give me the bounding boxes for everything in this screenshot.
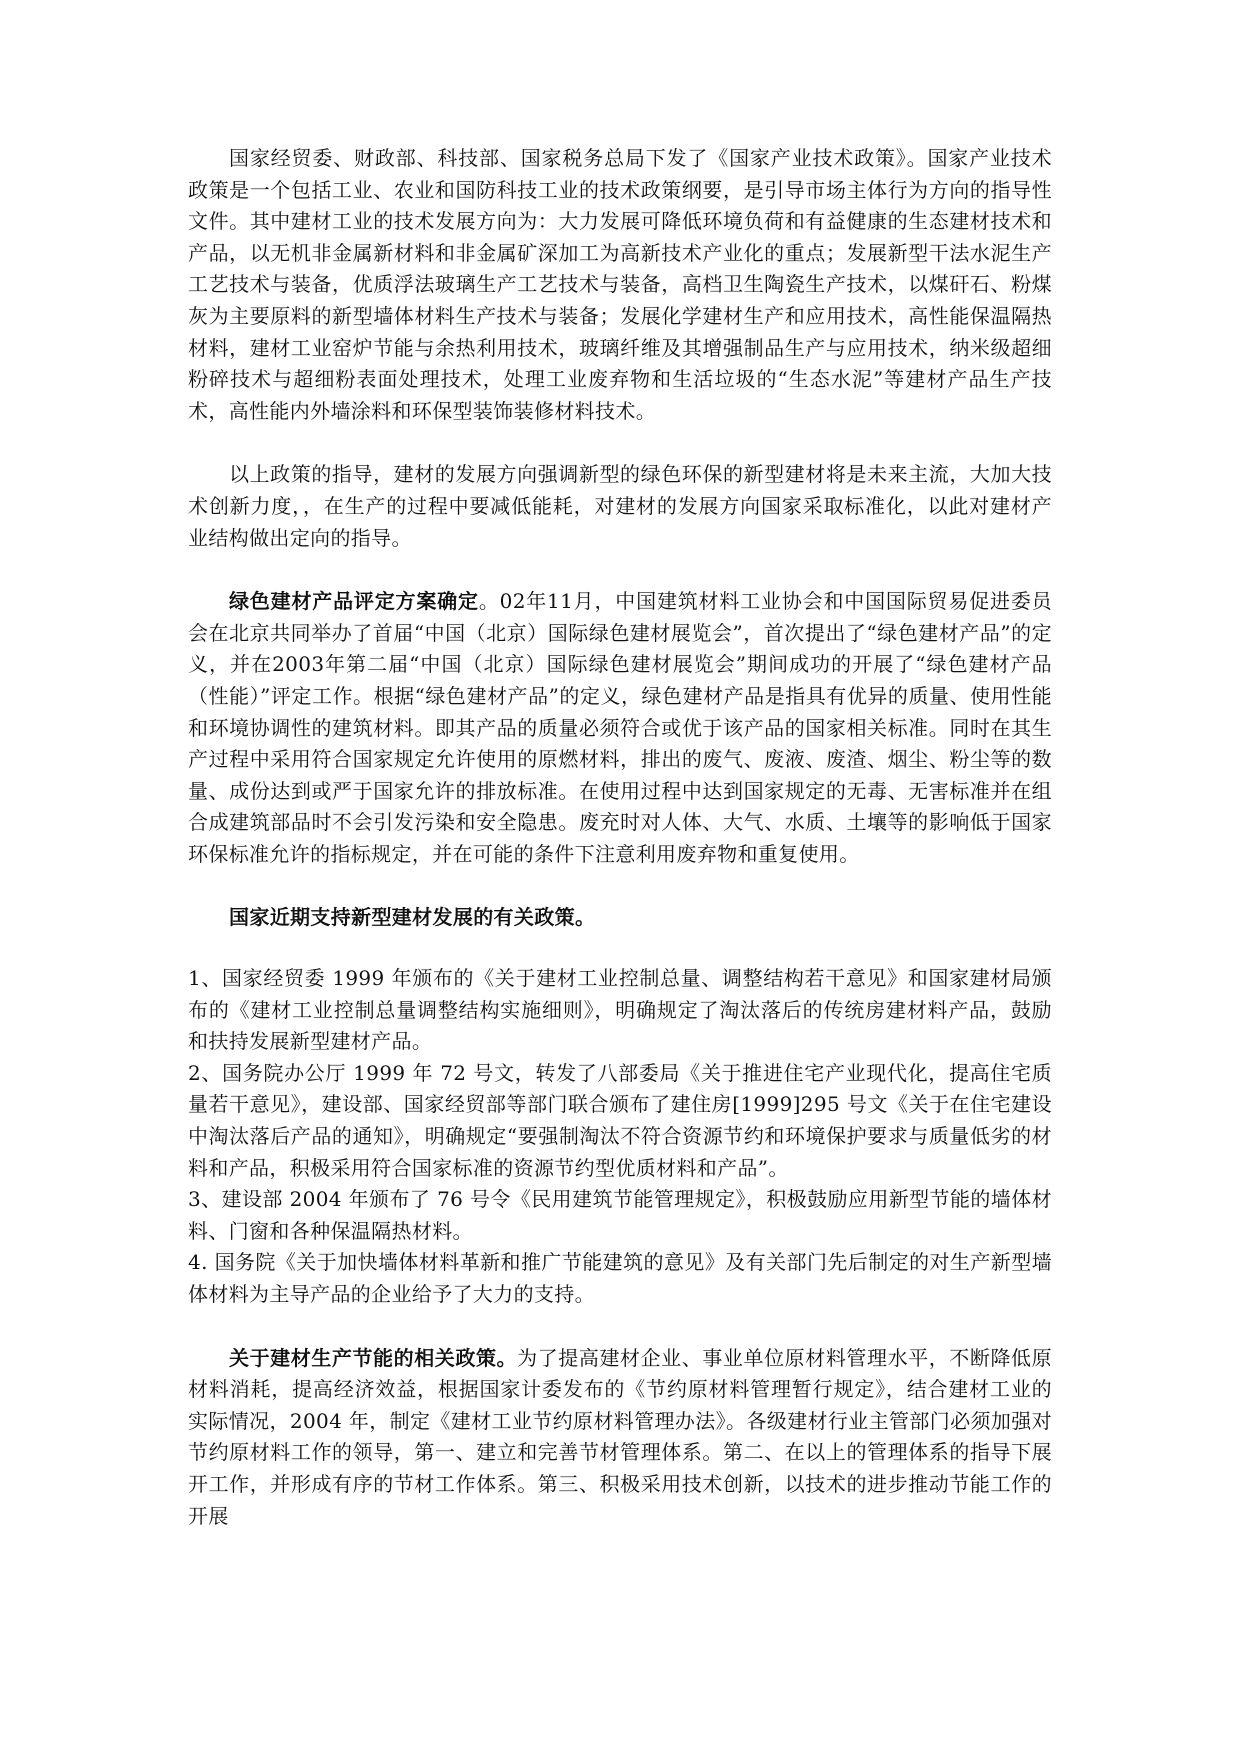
energy-saving-heading: 关于建材生产节能的相关政策。 — [229, 1345, 518, 1370]
green-materials-heading: 绿色建材产品评定方案确定 — [229, 589, 479, 614]
policy-list-item: 4. 国务院《关于加快墙体材料革新和推广节能建筑的意见》及有关部门先后制定的对生产新型墙体材料为主导产品的企业给予了大力的支持。 — [188, 1250, 1052, 1306]
paragraph-spacer — [188, 427, 1052, 459]
paragraph-green-materials — [188, 586, 1052, 870]
policy-list-item: 3、建设部 2004 年颁布了 76 号令《民用建筑节能管理规定》，积极鼓励应用新型节能的墙体材料、门窗和各种保温隔热材料。 — [188, 1187, 1052, 1243]
paragraph-spacer — [188, 870, 1052, 902]
paragraph-policy-guidance: 以上政策的指导，建材的发展方向强调新型的绿色环保的新型建材将是未来主流，大加大技术创新力度，，在生产的过程中要减低能耗，对建材的发展方向国家采取标准化，以此对建材产业结构做出定向的指导。 — [188, 462, 1052, 550]
paragraph-spacer — [188, 1311, 1052, 1343]
policy-list-item: 1、国家经贸委 1999 年颁布的《关于建材工业控制总量、调整结构若干意见》和国家建材局颁布的《建材工业控制总量调整结构实施细则》，明确规定了淘汰落后的传统房建材料产品，鼓励和扶持发展新型建材产品。 — [188, 966, 1052, 1054]
energy-saving-body: 为了提高建材企业、事业单位原材料管理水平，不断降低原材料消耗，提高经济效益，根据国家计委发布的《节约原材料管理暂行规定》，结合建材工业的实际情况，2004 年，制定《建材工业节约原材料管理办法》。各级建材行业主管部门必须加强对节约原材料工作的领导，第一、建立和完善节材管理体系。第二、在以上的管理体系的指导下展开工作，并形成有序的节材工作体系。第三、积极采用技术创新，以技术的进步推动节能工作的开展 — [188, 1345, 1052, 1528]
document-page — [188, 143, 1052, 1532]
green-materials-body: 。02年11月，中国建筑材料工业协会和中国国际贸易促进委员会在北京共同举办了首届“中国（北京）国际绿色建材展览会”，首次提出了“绿色建材产品”的定义，并在2003年第二届“中国（北京）国际绿色建材展览会”期间成功的开展了“绿色建材产品（性能）”评定工作。根据“绿色建材产品”的定义，绿色建材产品是指具有优异的质量、使用性能和环境协调性的建筑材料。即其产品的质量必须符合或优于该产品的国家相关标准。同时在其生产过程中采用符合国家规定允许使用的原燃材料，排出的废气、废液、废渣、烟尘、粉尘等的数量、成份达到或严于国家允许的排放标准。在使用过程中达到国家规定的无毒、无害标准并在组合成建筑部品时不会引发污染和安全隐患。废充时对人体、大气、水质、土壤等的影响低于国家环保标准允许的指标规定，并在可能的条件下注意利用废弃物和重复使用。 — [188, 589, 1052, 866]
paragraph-energy-saving — [188, 1343, 1052, 1533]
policy-list-item: 2、国务院办公厅 1999 年 72 号文，转发了八部委局《关于推进住宅产业现代化，提高住宅质量若干意见》，建设部、国家经贸部等部门联合颁布了建住房[1999]295 号文《关于在住宅建设中淘汰落后产品的通知》，明确规定“要强制淘汰不符合资源节约和环境保护要求与质量低劣的材料和产品，积极采用符合国家标准的资源节约型优质材料和产品”。 — [188, 1060, 1052, 1180]
recent-policies-heading: 国家近期支持新型建材发展的有关政策。 — [229, 905, 596, 930]
paragraph-spacer — [188, 554, 1052, 586]
paragraph-spacer — [188, 934, 1052, 963]
paragraph-industry-policy: 国家经贸委、财政部、科技部、国家税务总局下发了《国家产业技术政策》。国家产业技术政策是一个包括工业、农业和国防科技工业的技术政策纲要，是引导市场主体行为方向的指导性文件。其中建材工业的技术发展方向为：大力发展可降低环境负荷和有益健康的生态建材技术和产品，以无机非金属新材料和非金属矿深加工为高新技术产业化的重点；发展新型干法水泥生产工艺技术与装备，优质浮法玻璃生产工艺技术与装备，高档卫生陶瓷生产技术，以煤矸石、粉煤灰为主要原料的新型墙体材料生产技术与装备；发展化学建材生产和应用技术，高性能保温隔热材料，建材工业窑炉节能与余热利用技术，玻璃纤维及其增强制品生产与应用技术，纳米级超细粉碎技术与超细粉表面处理技术，处理工业废弃物和生活垃圾的“生态水泥”等建材产品生产技术，高性能内外墙涂料和环保型装饰装修材料技术。 — [188, 146, 1052, 423]
